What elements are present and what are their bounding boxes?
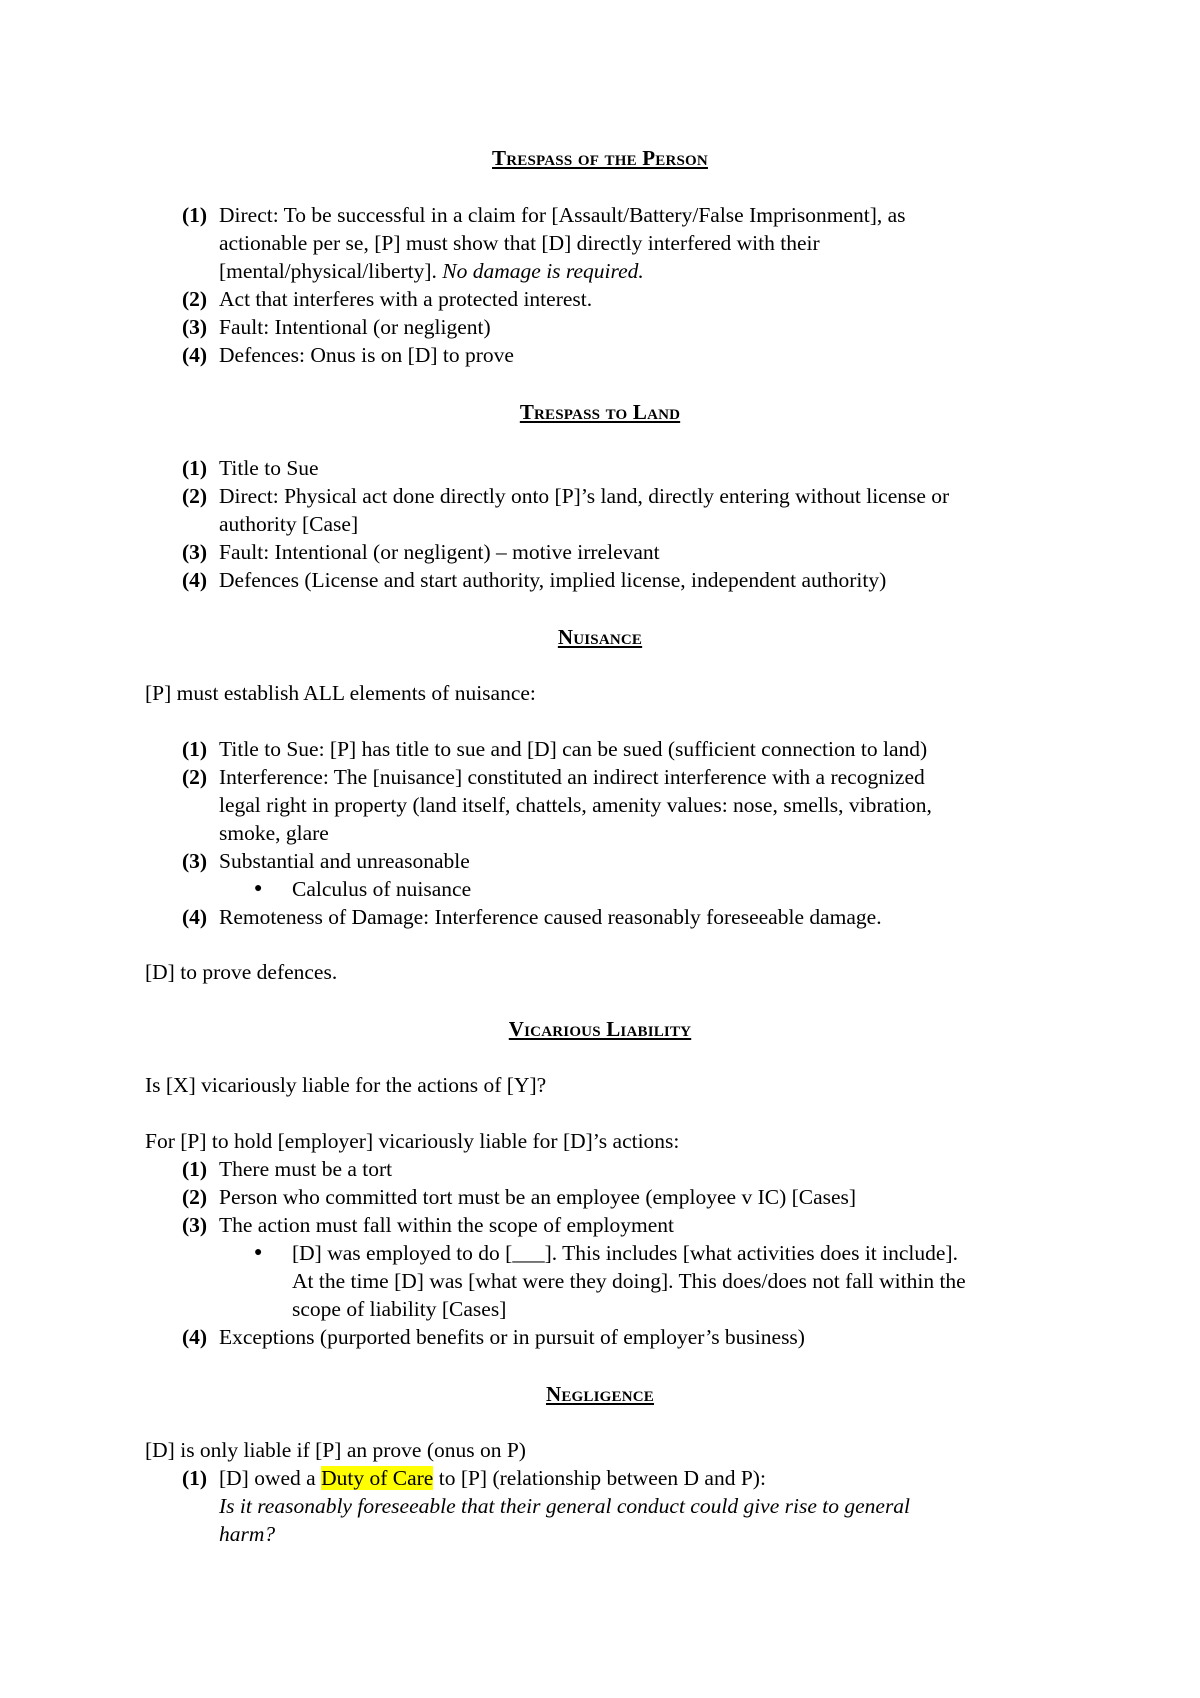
item-number: (4) (182, 1325, 208, 1349)
bullet-icon: ● (254, 1245, 263, 1260)
item-number: (1) (182, 203, 208, 227)
item-number: (3) (182, 540, 208, 564)
item-number: (2) (182, 484, 208, 508)
section-intro: [D] is only liable if [P] an prove (onus on P) (145, 1438, 526, 1462)
item-text: Remoteness of Damage: Interference caused reasonably foreseeable damage. (219, 905, 882, 929)
item-number: (2) (182, 1185, 208, 1209)
section-question: Is [X] vicariously liable for the actions of [Y]? (145, 1073, 547, 1097)
item-number: (2) (182, 765, 208, 789)
item-text: Defences: Onus is on [D] to prove (219, 343, 514, 367)
item-text: Act that interferes with a protected interest. (219, 287, 593, 311)
item-text-plain: [mental/physical/liberty]. (219, 259, 443, 283)
item-number: (2) (182, 287, 208, 311)
item-text: Direct: Physical act done directly onto [P]’s land, directly entering without license or (219, 484, 950, 508)
item-text: Person who committed tort must be an employee (employee v IC) [Cases] (219, 1185, 857, 1209)
item-text: Fault: Intentional (or negligent) – motive irrelevant (219, 540, 660, 564)
bullet-text: At the time [D] was [what were they doing]. This does/does not fall within the (292, 1269, 966, 1293)
item-text: Defences (License and start authority, implied license, independent authority) (219, 568, 887, 592)
item-text: actionable per se, [P] must show that [D] directly interfered with their (219, 231, 820, 255)
item-text: Interference: The [nuisance] constituted an indirect interference with a recognized (219, 765, 925, 789)
bullet-text: [D] was employed to do [___]. This includes [what activities does it include]. (292, 1241, 958, 1265)
item-text: Direct: To be successful in a claim for [Assault/Battery/False Imprisonment], as (219, 203, 906, 227)
item-text: smoke, glare (219, 821, 329, 845)
heading-trespass-person: Trespass of the Person (492, 146, 708, 170)
item-text-emphasis: No damage is required. (442, 259, 644, 283)
item-text: Exceptions (purported benefits or in pursuit of employer’s business) (219, 1325, 805, 1349)
bullet-icon: ● (254, 881, 263, 896)
section-intro: [P] must establish ALL elements of nuisance: (145, 681, 536, 705)
item-text: Title to Sue: [P] has title to sue and [D] can be sued (sufficient connection to land) (219, 737, 928, 761)
item-number: (3) (182, 315, 208, 339)
item-text-italic: harm? (219, 1522, 276, 1546)
item-number: (1) (182, 456, 208, 480)
section-intro: For [P] to hold [employer] vicariously liable for [D]’s actions: (145, 1129, 680, 1153)
item-number: (3) (182, 1213, 208, 1237)
item-number: (1) (182, 1157, 208, 1181)
item-number: (3) (182, 849, 208, 873)
bullet-text: scope of liability [Cases] (292, 1297, 507, 1321)
heading-negligence: Negligence (545, 1382, 655, 1406)
bullet-text: Calculus of nuisance (292, 877, 472, 901)
item-text (219, 257, 644, 285)
item-text-italic: Is it reasonably foreseeable that their general conduct could give rise to general (219, 1494, 911, 1518)
item-text-plain: to [P] (relationship between D and P): (433, 1466, 766, 1490)
item-text: The action must fall within the scope of employment (219, 1213, 674, 1237)
item-text: Substantial and unreasonable (219, 849, 470, 873)
highlighted-text: Duty of Care (321, 1466, 434, 1490)
item-number: (1) (182, 1466, 208, 1490)
item-number: (1) (182, 737, 208, 761)
item-number: (4) (182, 343, 208, 367)
item-text: There must be a tort (219, 1157, 393, 1181)
item-number: (4) (182, 905, 208, 929)
section-outro: [D] to prove defences. (145, 960, 338, 984)
item-text: authority [Case] (219, 512, 359, 536)
item-text (219, 1464, 766, 1492)
item-text-plain: [D] owed a (219, 1466, 322, 1490)
item-text: Title to Sue (219, 456, 319, 480)
heading-nuisance: Nuisance (557, 625, 643, 649)
heading-vicarious-liability: Vicarious Liability (508, 1017, 692, 1041)
item-number: (4) (182, 568, 208, 592)
heading-trespass-land: Trespass to Land (519, 400, 681, 424)
item-text: Fault: Intentional (or negligent) (219, 315, 491, 339)
item-text: legal right in property (land itself, chattels, amenity values: nose, smells, vibration, (219, 793, 932, 817)
